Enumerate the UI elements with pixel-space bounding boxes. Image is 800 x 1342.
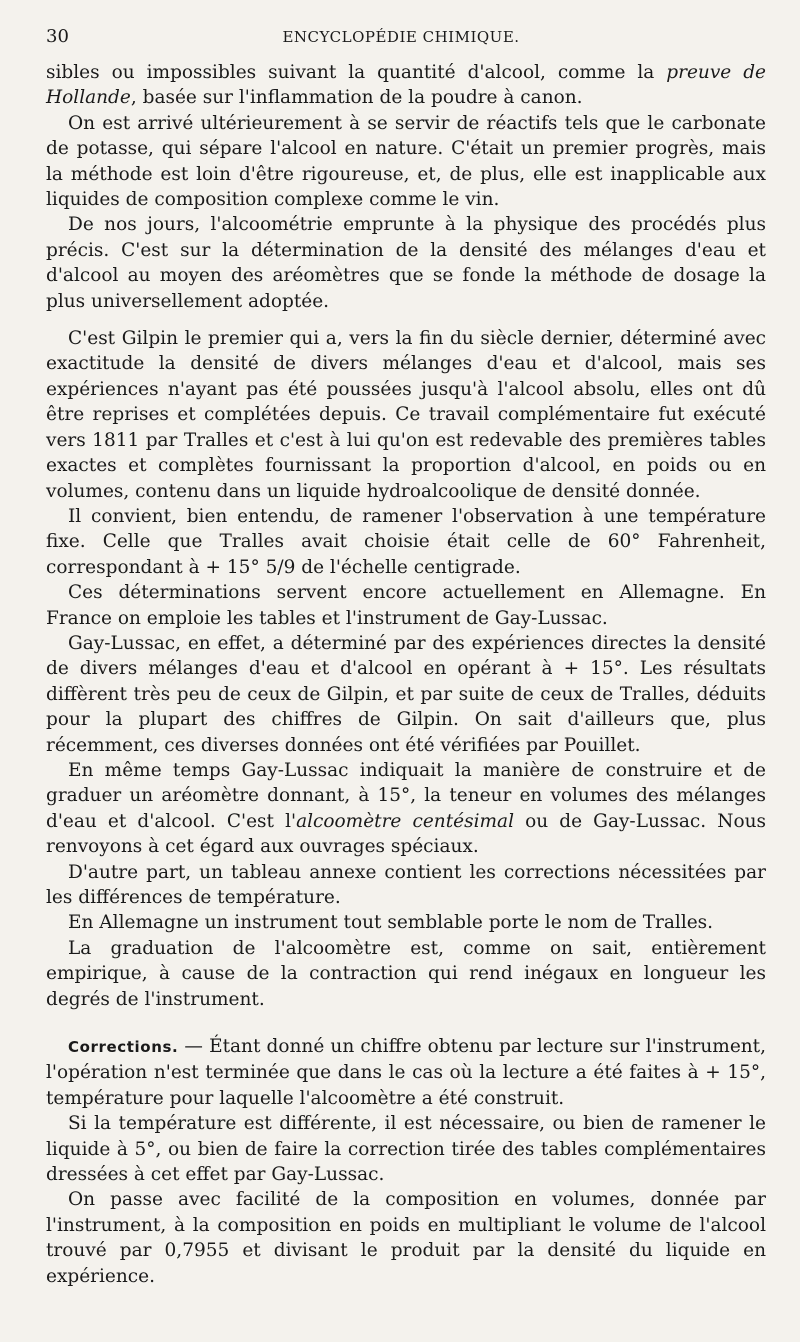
italic-term: preuve de Hollande — [46, 62, 766, 109]
paragraph — [46, 60, 766, 111]
paragraph: Ces déterminations servent encore actuellement en Allemagne. En France on emploie les tables et l'instrument de Gay-Lussac. — [46, 582, 766, 629]
paragraph: On est arrivé ultérieurement à se servir de réactifs tels que le carbonate de potasse, qui sépare l'alcool en nature. C'était un premier progrès, mais la méthode est loin d'être rigoureuse, et, de plus, elle est inapplicable aux liquides de composition complexe comme le vin. — [46, 112, 766, 211]
running-head: ENCYCLOPÉDIE CHIMIQUE. — [282, 28, 520, 46]
paragraph: Il convient, bien entendu, de ramener l'observation à une température fixe. Celle que Tralles avait choisie était celle de 60° Fahrenheit, correspondant à + 15° 5/9 de l'échelle centigrade. — [46, 505, 766, 578]
body-text — [46, 60, 766, 1289]
paragraph: C'est Gilpin le premier qui a, vers la fin du siècle dernier, déterminé avec exactitude la densité de divers mélanges d'eau et d'alcool, mais ses expériences n'ayant pas été poussées jusqu'à l'alcool absolu, elles ont dû être reprises et complétées depuis. Ce travail complémentaire fut exécuté vers 1811 par Tralles et c'est à lui qu'on est redevable des premières tables exactes et complètes fournissant la proportion d'alcool, en poids ou en volumes, contenu dans un liquide hydroalcoolique de densité donnée. — [46, 328, 766, 502]
paragraph: Gay-Lussac, en effet, a déterminé par des expériences directes la densité de divers mélanges d'eau et d'alcool en opérant à + 15°. Les résultats diffèrent très peu de ceux de Gilpin, et par suite de ceux de Tralles, déduits pour la plupart des chiffres de Gilpin. On sait d'ailleurs que, plus récemment, ces diverses données ont été vérifiées par Pouillet. — [46, 632, 766, 756]
paragraph: D'autre part, un tableau annexe contient les corrections nécessitées par les différences de température. — [46, 861, 766, 908]
section-label: Corrections. — [68, 1038, 179, 1057]
paragraph — [46, 1034, 766, 1111]
text-run: sibles ou impossibles suivant la quantité d'alcool, comme la — [46, 62, 667, 83]
paragraph: La graduation de l'alcoomètre est, comme on sait, entièrement empirique, à cause de la contraction qui rend inégaux en longueur les degrés de l'instrument. — [46, 937, 766, 1010]
paragraph: Si la température est différente, il est nécessaire, ou bien de ramener le liquide à 5°, ou bien de faire la correction tirée des tables complémentaires dressées à cet effet par Gay-Lussac. — [46, 1113, 766, 1186]
text-run: En même temps Gay-Lussac indiquait la manière de construire et de graduer un aréomètre donnant, à 15°, la teneur en volumes des mélanges d'eau et d'alcool. C'est l' — [46, 759, 766, 832]
text-run: , basée sur l'inflammation de la poudre à canon. — [130, 87, 583, 109]
paragraph: En Allemagne un instrument tout semblable porte le nom de Tralles. — [68, 912, 714, 934]
paragraph: On passe avec facilité de la composition en volumes, donnée par l'instrument, à la composition en poids en multipliant le volume de l'alcool trouvé par 0,7955 et divisant le produit par la densité du liquide en expérience. — [46, 1189, 766, 1287]
text-run: ou de Gay-Lussac. Nous renvoyons à cet égard aux ouvrages spéciaux. — [46, 810, 766, 858]
paragraph: De nos jours, l'alcoométrie emprunte à la physique des procédés plus précis. C'est sur la détermination de la densité des mélanges d'eau et d'alcool au moyen des aréomètres que se fonde la méthode de dosage la plus universellement adoptée. — [46, 214, 766, 312]
paragraph — [46, 758, 766, 860]
text-run: — Étant donné un chiffre obtenu par lecture sur l'instrument, l'opération n'est terminée que dans le cas où la lecture a été faites à + 15°, température pour laquelle l'alcoomètre a été construit. — [46, 1036, 766, 1109]
page-number: 30 — [46, 26, 69, 47]
italic-term: alcoomètre centésimal — [296, 810, 514, 832]
page-header — [46, 26, 756, 54]
